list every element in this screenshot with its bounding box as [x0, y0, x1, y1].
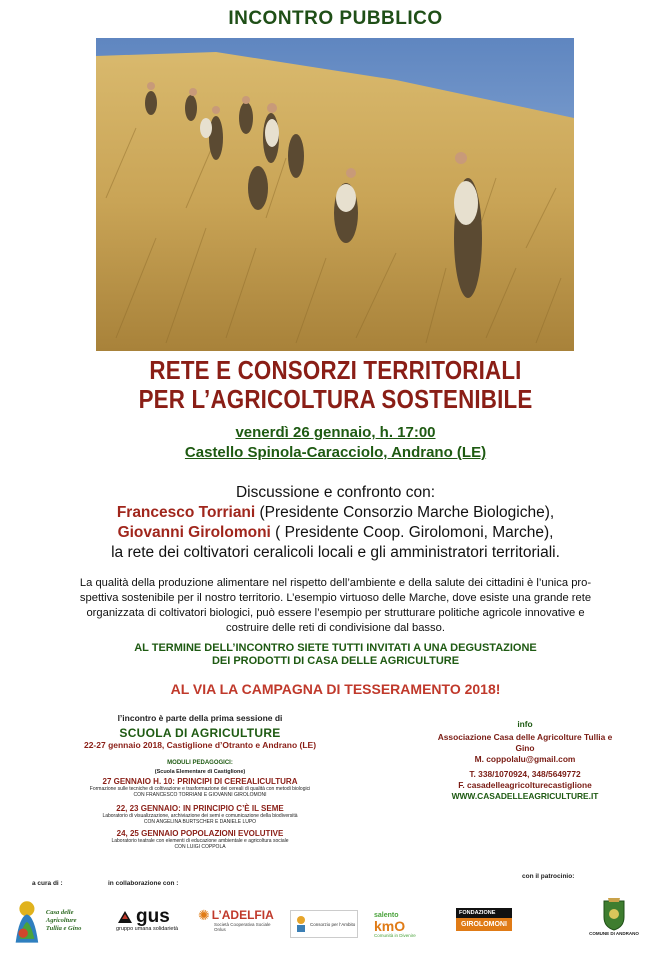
gus-wordmark: gus — [136, 906, 170, 927]
module-desc: Laboratorio teatrale con elementi di educazione ambientale e agricoltura sociale — [111, 838, 289, 844]
description-line: costruire delle reti di condivisione dal basso. — [226, 622, 445, 634]
tasting-invitation — [0, 642, 671, 668]
school-block — [40, 713, 360, 850]
credit-by: a cura di : — [32, 880, 63, 887]
info-block — [430, 719, 620, 802]
discussion-block — [0, 483, 671, 563]
module-teachers: CON FRANCESCO TORRIANI E GIOVANNI GIROLOMONI — [133, 792, 267, 798]
fondazione-label: FONDAZIONE — [456, 908, 512, 918]
credit-patron: con il patrocinio: — [522, 873, 575, 880]
info-label: info — [517, 719, 533, 729]
info-email: M. coppolalu@gmail.com — [474, 754, 576, 764]
module-title: 22, 23 GENNAIO: IN PRINCIPIO C’È IL SEME — [116, 804, 284, 813]
gus-emblem-icon — [116, 909, 134, 925]
module-teachers: CON LUIGI COPPOLA — [174, 844, 226, 850]
consorzio-logo — [290, 910, 358, 938]
info-facebook: F. casadelleagricolturecastiglione — [458, 780, 592, 790]
info-phone: T. 338/1070924, 348/5649772 — [469, 769, 581, 779]
description-line: La qualità della produzione alimentare nel rispetto dell’ambiente e della salute dei cittadini è l’unica pro- — [79, 577, 592, 589]
fondazione-girolomoni-logo — [456, 908, 512, 938]
gus-subtitle: gruppo umana solidarietà — [116, 926, 179, 932]
speaker-2-role: ( Presidente Coop. Girolomoni, Marche), — [270, 524, 554, 541]
adelfia-subtitle: Società Cooperativa Sociale Onlus — [214, 922, 271, 932]
invite-line: AL TERMINE DELL’INCONTRO SIETE TUTTI INVITATI A UNA DEGUSTAZIONE — [134, 642, 537, 654]
event-date: venerdì 26 gennaio, h. 17:00 — [235, 424, 436, 441]
info-org: Associazione Casa delle Agricolture Tullia e Gino — [437, 732, 613, 753]
modules-school: (Scuola Elementare di Castiglione) — [154, 769, 246, 775]
adelfia-logo — [198, 908, 280, 938]
credit-collab: in collaborazione con : — [108, 880, 179, 887]
event-when-where — [0, 423, 671, 463]
event-title — [47, 356, 624, 414]
membership-campaign: AL VIA LA CAMPAGNA DI TESSERAMENTO 2018! — [170, 681, 501, 697]
speaker-1-role: (Presidente Consorzio Marche Biologiche), — [255, 504, 555, 521]
casa-logo-line1: Casa delle Agricolture — [45, 909, 77, 924]
wheat-harvest-photo — [96, 38, 574, 351]
casa-agricolture-logo — [10, 895, 102, 947]
salento-kmo-logo — [374, 912, 434, 940]
kmo-word: kmO — [374, 918, 406, 934]
school-intro: l’incontro è parte della prima sessione di — [117, 713, 283, 723]
school-name: SCUOLA DI AGRICULTURE — [119, 726, 281, 740]
adelfia-wordmark: L’ADELFIA — [211, 908, 274, 922]
event-title-line2: PER L’AGRICOLTURA SOSTENIBILE — [138, 384, 533, 414]
sun-icon: ✺ — [198, 907, 210, 923]
speaker-1-name: Francesco Torriani — [116, 504, 256, 521]
gus-logo — [116, 908, 192, 940]
event-place: Castello Spinola-Caracciolo, Andrano (LE) — [184, 444, 487, 461]
salento-word: salento — [374, 912, 399, 919]
invite-line: DEI PRODOTTI DI CASA DELLE AGRICULTURE — [211, 655, 460, 667]
event-title-line1: RETE E CONSORZI TERRITORIALI — [149, 355, 522, 385]
school-dates: 22-27 gennaio 2018, Castiglione d’Otranto e Andrano (LE) — [83, 740, 317, 750]
other-participants: la rete dei coltivatori ceralicoli locali e gli amministratori territoriali. — [111, 544, 560, 561]
consorzio-emblem-icon — [294, 915, 308, 933]
casa-agricolture-emblem-icon — [10, 896, 44, 946]
consorzio-text: Consorzio per l’Ambito — [310, 921, 356, 927]
module-title: 24, 25 GENNAIO POPOLAZIONI EVOLUTIVE — [116, 829, 284, 838]
event-type-heading: INCONTRO PUBBLICO — [228, 8, 443, 29]
module-title: 27 GENNAIO H. 10: PRINCIPI DI CEREALICULTURA — [102, 777, 298, 786]
modules-label: MODULI PEDAGOGICI: — [167, 760, 233, 766]
module-desc: Formazione sulle tecniche di coltivazione e trasformazione dei cereali di qualità con metodi biologici — [89, 786, 311, 792]
girolomoni-label: GIROLOMONI — [456, 918, 512, 931]
comune-andrano-logo — [588, 897, 640, 945]
speaker-2 — [0, 523, 671, 543]
discussion-intro: Discussione e confronto con: — [235, 484, 436, 501]
description-line: spettiva sostenibile per il nostro territorio. L’esempio virtuoso delle Marche, dove esiste una grande rete — [79, 592, 592, 604]
speaker-2-name: Giovanni Girolomoni — [117, 524, 271, 541]
casa-logo-line2: Tullia e Gino — [45, 925, 82, 932]
module-desc: Laboratorio di visualizzazione, archiviazione dei semi e comunicazione della biodiversità — [102, 813, 298, 819]
description-paragraph — [14, 576, 657, 636]
description-line: organizzata di coltivatori biologici, può essere l’esempio per strutturare politiche agricole innovative e — [86, 607, 585, 619]
speaker-1 — [0, 503, 671, 523]
kmo-subtitle: Comunità in Divenire — [374, 933, 416, 938]
comune-label: COMUNE DI ANDRANO — [589, 931, 639, 936]
info-website: WWW.CASADELLEAGRICULTURE.IT — [451, 791, 599, 801]
coat-of-arms-icon — [600, 897, 628, 931]
module-teachers: CON ANGELINA BURTSCHER E DANIELE LUPO — [143, 819, 257, 825]
